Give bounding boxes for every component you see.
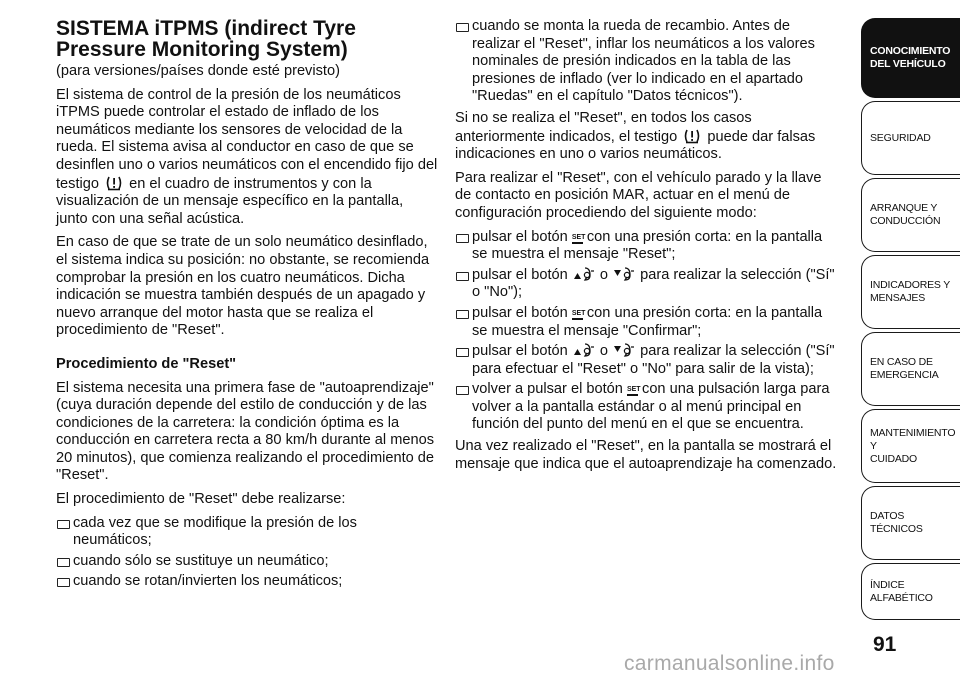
tpms-warning-icon <box>104 175 124 191</box>
set-button-icon: SET <box>572 235 583 244</box>
list-item: volver a pulsar el botón SET con una pulsación larga para volver a la pantalla estándar o al menú principal en función del punto del menú en el que se encuentra. <box>455 381 838 434</box>
paragraph-when: El procedimiento de "Reset" debe realizarse: <box>56 491 346 508</box>
tab-arranque[interactable]: ARRANQUE Y CONDUCCIÓN <box>861 178 960 252</box>
up-arrow-icon <box>573 267 595 282</box>
tab-indice[interactable]: ÍNDICE ALFABÉTICO <box>861 563 960 620</box>
up-arrow-icon <box>573 343 595 358</box>
list-item: pulsar el botón o para realizar la selección ("Sí" o "No"); <box>455 267 838 302</box>
set-button-icon: SET <box>572 311 583 320</box>
list-item: cuando sólo se sustituye un neumático; <box>56 553 438 571</box>
down-arrow-icon <box>613 267 635 282</box>
chapter-tabs <box>857 0 960 620</box>
left-column <box>56 18 438 595</box>
paragraph-no-reset: Si no se realiza el "Reset", en todos los casos anteriormente indicados, el testigo puede dar falsas indicaciones en uno o varios neumáticos. <box>455 109 816 163</box>
paragraph-procedure: Para realizar el "Reset", con el vehículo parado y la llave de contacto en posición MAR, actuar en el menú de configuración procediendo del siguiente modo: <box>455 169 822 221</box>
tab-datos-tecnicos[interactable]: DATOS TÉCNICOS <box>861 486 960 560</box>
procedure-list <box>455 229 838 435</box>
list-item: cada vez que se modifique la presión de los neumáticos; <box>56 515 438 550</box>
when-list <box>56 515 438 591</box>
list-item: pulsar el botón SET con una presión corta: en la pantalla se muestra el mensaje "Confirmar"; <box>455 305 838 340</box>
set-button-icon: SET <box>627 387 638 396</box>
list-item: pulsar el botón o para realizar la selección ("Sí" para efectuar el "Reset" o "No" para salir de la vista); <box>455 343 838 378</box>
paragraph-intro: El sistema de control de la presión de los neumáticos iTPMS puede controlar el estado de inflado de los neumáticos mediante los sensores de velocidad de la rueda. El sistema avisa al conductor en caso de que se desinflen uno o varios neumáticos con el encendido fijo del testigo en el cuadro de instrumentos y con la visualización de un mensaje específico en la pantalla, junto con una señal acústica. <box>56 86 438 227</box>
tab-mantenimiento[interactable]: MANTENIMIENTO Y CUIDADO <box>861 409 960 483</box>
when-list-continued <box>455 18 838 106</box>
tpms-warning-icon <box>682 128 702 144</box>
right-column <box>455 18 838 479</box>
paragraph-position: En caso de que se trate de un solo neumático desinflado, el sistema indica su posición: no obstante, se recomienda comprobar la presión en los cuatro neumáticos. Dicha indicación se muestra también después de un apagado y nuevo arranque del motor hasta que se realiza el procedimiento de "Reset". <box>56 234 430 339</box>
list-item: cuando se monta la rueda de recambio. Antes de realizar el "Reset", inflar los neumáticos a los valores nominales de presión indicados en la tabla de las presiones de inflado (ver lo indicado en el apartado "Ruedas" en el capítulo "Datos técnicos"). <box>455 18 838 106</box>
tab-indicadores[interactable]: INDICADORES Y MENSAJES <box>861 255 960 329</box>
paragraph-learning: El sistema necesita una primera fase de "autoaprendizaje" (cuya duración depende del estilo de conducción y de las condiciones de la carretera: la condición óptima es la conducción en carretera recta a 80 km/h durante al menos 20 minutos), que comienza realizando el procedimiento de "Reset". <box>56 379 435 484</box>
section-subtitle: (para versiones/países donde esté previsto) <box>56 63 340 79</box>
watermark: carmanualsonline.info <box>624 652 835 675</box>
list-item: pulsar el botón SET con una presión corta: en la pantalla se muestra el mensaje "Reset"; <box>455 229 838 264</box>
page-number: 91 <box>873 633 897 656</box>
tab-seguridad[interactable]: SEGURIDAD <box>861 101 960 175</box>
down-arrow-icon <box>613 343 635 358</box>
tab-conocimiento[interactable]: CONOCIMIENTO DEL VEHÍCULO <box>861 18 960 98</box>
paragraph-final: Una vez realizado el "Reset", en la pantalla se mostrará el mensaje que indica que el autoaprendizaje ha comenzado. <box>455 438 837 472</box>
tab-emergencia[interactable]: EN CASO DE EMERGENCIA <box>861 332 960 406</box>
reset-heading: Procedimiento de "Reset" <box>56 355 237 372</box>
list-item: cuando se rotan/invierten los neumáticos; <box>56 573 438 591</box>
section-title: SISTEMA iTPMS (indirect Tyre Pressure Monitoring System) <box>56 17 356 61</box>
